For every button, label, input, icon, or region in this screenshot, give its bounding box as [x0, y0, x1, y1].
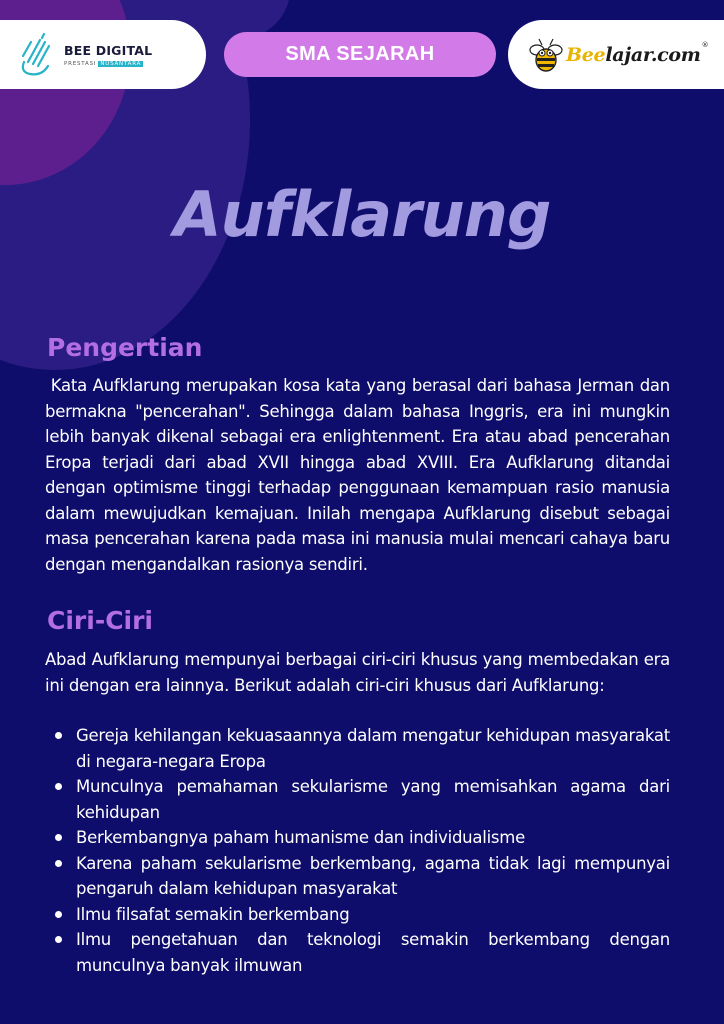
- registered-mark: ®: [701, 40, 709, 49]
- subject-badge: SMA SEJARAH: [224, 32, 496, 77]
- pengertian-paragraph: Kata Aufklarung merupakan kosa kata yang berasal dari bahasa Jerman dan bermakna "pencerahan". Sehingga dalam bahasa Inggris, era ini mungkin lebih banyak dikenal sebagai era enlightenment. Era atau abad pencerahan Eropa terjadi dari abad XVII hingga abad XVIII. Era Aufklarung ditandai dengan optimisme tinggi terhadap penggunaan kemampuan rasio manusia dalam mewujudkan kemajuan. Inilah mengapa Aufklarung disebut sebagai masa pencerahan karena pada masa ini manusia mulai mencari cahaya baru dengan mengandalkan rasionya sendiri.: [45, 376, 675, 574]
- list-item: Munculnya pemahaman sekularisme yang memisahkan agama dari kehidupan: [45, 774, 670, 825]
- bullet-icon: [55, 783, 62, 790]
- bullet-icon: [55, 936, 62, 943]
- page-title: Aufklarung: [173, 178, 551, 251]
- list-item: Berkembangnya paham humanisme dan individualisme: [45, 825, 670, 851]
- ciri-ciri-list: [45, 723, 670, 978]
- bullet-icon: [55, 911, 62, 918]
- ciri-ciri-intro: Abad Aufklarung mempunyai berbagai ciri-ciri khusus yang membedakan era ini dengan era lainnya. Berikut adalah ciri-ciri khusus dari Aufklarung:: [45, 650, 670, 695]
- bullet-icon: [55, 732, 62, 739]
- list-item: Karena paham sekularisme berkembang, agama tidak lagi mempunyai pengaruh dalam kehidupan masyarakat: [45, 851, 670, 902]
- list-item: Ilmu filsafat semakin berkembang: [45, 902, 670, 928]
- bee-digital-tagline: PRESTASI NUSANTARA: [64, 60, 142, 67]
- beelajar-logo: [508, 20, 724, 89]
- bee-mascot-icon: [528, 36, 564, 74]
- bullet-icon: [55, 834, 62, 841]
- bee-digital-logo: [0, 20, 206, 89]
- list-item: Gereja kehilangan kekuasaannya dalam mengatur kehidupan masyarakat di negara-negara Eropa: [45, 723, 670, 774]
- list-item: Ilmu pengetahuan dan teknologi semakin berkembang dengan munculnya banyak ilmuwan: [45, 927, 670, 978]
- bullet-icon: [55, 860, 62, 867]
- bee-digital-icon: [18, 32, 56, 78]
- bee-digital-brand: BEE DIGITAL: [64, 42, 153, 58]
- beelajar-wordmark: Beelajar.com: [566, 43, 701, 66]
- heading-pengertian: Pengertian: [47, 333, 203, 362]
- heading-ciri-ciri: Ciri-Ciri: [47, 606, 154, 635]
